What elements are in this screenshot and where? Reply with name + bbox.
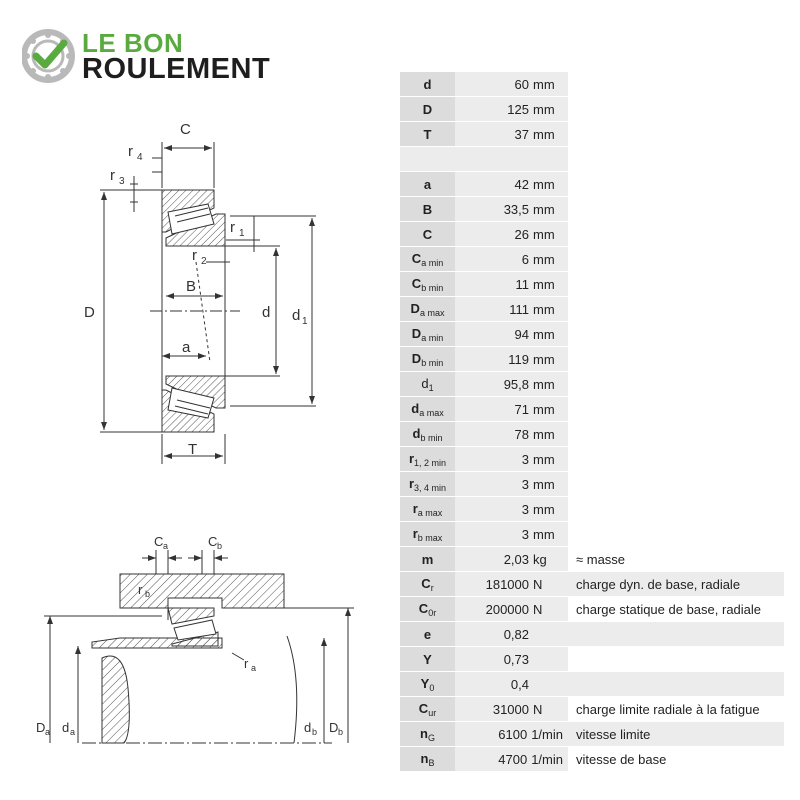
- param-rbmax: $r_{b max}$: [400, 522, 455, 547]
- param-T: T: [400, 122, 455, 147]
- value-d1: 95,8 mm: [455, 372, 568, 397]
- label-a: a: [182, 339, 191, 356]
- value-Cur: 31000 N: [455, 697, 568, 722]
- value-e: 0,82: [455, 622, 568, 647]
- value-damax: 71 mm: [455, 397, 568, 422]
- label-r1-sub: 1: [239, 228, 245, 239]
- param-a: a: [400, 172, 455, 197]
- param-r34: $r_{3, 4 min}$: [400, 472, 455, 497]
- desc-Cur: charge limite radiale à la fatigue: [568, 697, 784, 722]
- param-d: d: [400, 72, 455, 97]
- mounting-section-svg: [32, 528, 362, 773]
- value-Y0: 0,4: [455, 672, 568, 697]
- value-rbmax: 3 mm: [455, 522, 568, 547]
- bearing-section-svg: [80, 112, 340, 472]
- label-r3: r: [110, 167, 115, 184]
- label-ra: r: [244, 656, 249, 671]
- bearing-check-icon: [22, 28, 78, 84]
- param-Damax: $D_{a max}$: [400, 297, 455, 322]
- label-Da: D: [36, 720, 46, 735]
- spec-row-Damin: [400, 322, 784, 347]
- value-nB: 4700 1/min: [455, 747, 568, 772]
- value-Camin: 6 mm: [455, 247, 568, 272]
- param-Y0: $Y_0$: [400, 672, 455, 697]
- param-r12: $r_{1, 2 min}$: [400, 447, 455, 472]
- param-D: D: [400, 97, 455, 122]
- value-Cbmin: 11 mm: [455, 272, 568, 297]
- label-r3-sub: 3: [119, 176, 125, 187]
- bearing-dimension-drawing: [80, 112, 340, 472]
- label-r4-sub: 4: [137, 152, 143, 163]
- label-C: C: [180, 121, 191, 138]
- label-r4: r: [128, 143, 133, 160]
- value-nG: 6100 1/min: [455, 722, 568, 747]
- brand-logo[interactable]: [22, 26, 322, 86]
- label-Db-sub: b: [338, 727, 344, 737]
- label-D: D: [84, 304, 95, 321]
- spec-row-m: [400, 547, 784, 572]
- spec-row-C0r: [400, 597, 784, 622]
- desc-m: ≈ masse: [568, 547, 784, 572]
- spec-row-r34: [400, 472, 784, 497]
- param-Camin: $C_{a min}$: [400, 247, 455, 272]
- label-Ca: C: [154, 534, 164, 549]
- value-a: 42 mm: [455, 172, 568, 197]
- param-e: e: [400, 622, 455, 647]
- desc-Cr: charge dyn. de base, radiale: [568, 572, 784, 597]
- label-Ca-sub: a: [163, 541, 169, 551]
- value-Damax: 111 mm: [455, 297, 568, 322]
- spec-row-Cur: [400, 697, 784, 722]
- spec-row-Damax: [400, 297, 784, 322]
- spec-row-nB: [400, 747, 784, 772]
- spec-row-Y0: [400, 672, 784, 697]
- spec-row-d1: [400, 372, 784, 397]
- spec-row-T: [400, 122, 784, 147]
- label-r1: r: [230, 219, 235, 236]
- spec-row-r12: [400, 447, 784, 472]
- spec-row-rbmax: [400, 522, 784, 547]
- value-Dbmin: 119 mm: [455, 347, 568, 372]
- param-Y: Y: [400, 647, 455, 672]
- spec-row-nG: [400, 722, 784, 747]
- label-d: d: [262, 304, 271, 321]
- value-D: 125 mm: [455, 97, 568, 122]
- label-db: d: [304, 720, 312, 735]
- label-Cb-sub: b: [217, 541, 223, 551]
- label-Db: D: [329, 720, 339, 735]
- value-Y: 0,73: [455, 647, 568, 672]
- value-r34: 3 mm: [455, 472, 568, 497]
- value-ramax: 3 mm: [455, 497, 568, 522]
- value-T: 37 mm: [455, 122, 568, 147]
- label-d1: d: [292, 307, 301, 324]
- param-nB: $n_B$: [400, 747, 455, 772]
- spec-row-Dbmin: [400, 347, 784, 372]
- param-m: m: [400, 547, 455, 572]
- value-B: 33,5 mm: [455, 197, 568, 222]
- param-Cbmin: $C_{b min}$: [400, 272, 455, 297]
- value-C: 26 mm: [455, 222, 568, 247]
- spec-row-dbmin: [400, 422, 784, 447]
- value-Damin: 94 mm: [455, 322, 568, 347]
- value-d: 60 mm: [455, 72, 568, 97]
- label-rb-sub: b: [145, 589, 151, 599]
- param-C: C: [400, 222, 455, 247]
- spec-row-D: [400, 97, 784, 122]
- desc-nB: vitesse de base: [568, 747, 784, 772]
- label-da-sub: a: [70, 727, 76, 737]
- label-r2-sub: 2: [201, 256, 207, 267]
- value-r12: 3 mm: [455, 447, 568, 472]
- param-ramax: $r_{a max}$: [400, 497, 455, 522]
- param-Cr: $C_r$: [400, 572, 455, 597]
- spec-row-d: [400, 72, 784, 97]
- mounting-dimension-drawing: [32, 528, 362, 773]
- param-Damin: $D_{a min}$: [400, 322, 455, 347]
- label-Da-sub: a: [45, 727, 51, 737]
- spec-row-Cbmin: [400, 272, 784, 297]
- label-d1-sub: 1: [302, 316, 308, 327]
- value-m: 2,03 kg: [455, 547, 568, 572]
- label-r2: r: [192, 247, 197, 264]
- label-ra-sub: a: [251, 663, 257, 673]
- spec-row-Y: [400, 647, 784, 672]
- param-dbmin: $d_{b min}$: [400, 422, 455, 447]
- label-B: B: [186, 278, 197, 295]
- logo-text-bottom: ROULEMENT: [82, 53, 271, 85]
- param-damax: $d_{a max}$: [400, 397, 455, 422]
- bearing-spec-table: [400, 72, 784, 772]
- label-db-sub: b: [312, 727, 318, 737]
- label-T: T: [188, 441, 198, 458]
- param-B: B: [400, 197, 455, 222]
- spec-separator: [400, 147, 784, 172]
- param-C0r: $C_{0r}$: [400, 597, 455, 622]
- spec-row-Camin: [400, 247, 784, 272]
- spec-row-B: [400, 197, 784, 222]
- param-Dbmin: $D_{b min}$: [400, 347, 455, 372]
- desc-C0r: charge statique de base, radiale: [568, 597, 784, 622]
- spec-row-e: [400, 622, 784, 647]
- param-d1: $d_1$: [400, 372, 455, 397]
- label-Cb: C: [208, 534, 218, 549]
- value-dbmin: 78 mm: [455, 422, 568, 447]
- spec-row-a: [400, 172, 784, 197]
- spec-row-ramax: [400, 497, 784, 522]
- label-da: d: [62, 720, 70, 735]
- spec-row-Cr: [400, 572, 784, 597]
- spec-row-damax: [400, 397, 784, 422]
- logo-text-top: LE BON: [82, 28, 184, 58]
- value-Cr: 181000 N: [455, 572, 568, 597]
- param-nG: $n_G$: [400, 722, 455, 747]
- desc-nG: vitesse limite: [568, 722, 784, 747]
- value-C0r: 200000 N: [455, 597, 568, 622]
- param-Cur: $C_{ur}$: [400, 697, 455, 722]
- spec-row-C: [400, 222, 784, 247]
- label-rb: r: [138, 582, 143, 597]
